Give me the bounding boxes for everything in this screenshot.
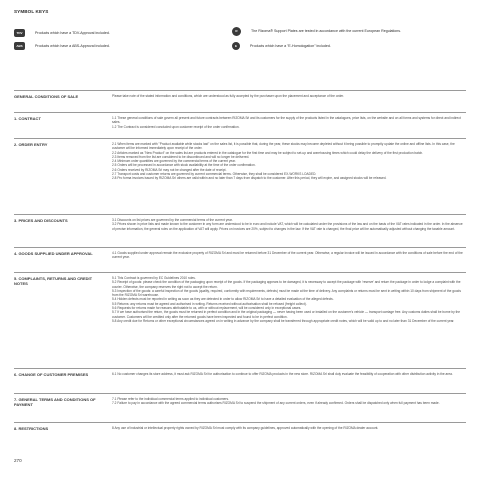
section-paragraph: 5.4 Hidden defects must be reported in writing as soon as they are detected in order to allow RIZOMA Srl to have a detailed evaluation of the alleged defects. bbox=[112, 297, 334, 302]
abs-badge-icon: ABS bbox=[14, 42, 25, 50]
section-restrictions bbox=[14, 422, 466, 431]
tdv-badge-icon: TDV bbox=[14, 29, 25, 37]
section-paragraph: 3.1 Discounts on list prices are governed by the commercial terms of the current year. bbox=[112, 218, 233, 222]
section-paragraph: 5.1 This Contract is governed by EC Guidelines 2010 rules. bbox=[112, 276, 196, 280]
section-paragraph: 6.1 No customer changes its store address, it must ask RIZOMA Srl for authorisation to continue to offer RIZOMA products in the new store. RIZOMA Srl shall duly evaluate the feasibility of cooperation with other distribution activity in the area. bbox=[112, 372, 453, 376]
section-paragraph: 1.1 These general conditions of sale govern all present and future contracts between RIZOMA Srl and its customers for the supply of the products listed in the catalogues, price lists, on the website and on all forms and systems for direct and indirect sales. bbox=[112, 116, 461, 125]
section-complaints-returns bbox=[14, 272, 466, 323]
section-contract bbox=[14, 112, 466, 129]
section-paragraph: 3.2 Prices shown in price lists and made known to the customer in any form are understood to be in euro and include VAT, which will be calculated under the provisions of the law and on the basis of the VAT rates indicated in the order. In the absence of precise information, the general rules on the application of VAT will apply. Prices on invoices are 20%, subject to changes in the law. If the VAT rate is changed, the final price will be automatically adjusted without changing the taxable amount. bbox=[112, 222, 463, 231]
section-paragraph: 2.3 Items removed from the list are considered to be discontinued and will no longer be delivered. bbox=[112, 154, 250, 159]
page-title: SYMBOL KEYS bbox=[14, 9, 49, 14]
section-paragraph: 7.1 Please refer to the individual commercial terms applied to individual customers. bbox=[112, 397, 229, 401]
section-heading: 6. CHANGE OF CUSTOMER PREMISES bbox=[14, 372, 89, 377]
section-paragraph: 7.2 Failure to pay in accordance with the agreed commercial terms authorises RIZOMA Srl to suspend the shipment of any current orders, even if already confirmed. Orders shall be dispatched only when full payment has been made. bbox=[112, 401, 440, 406]
section-paragraph: 5.5 Returns: any returns must be agreed and authorised in writing. Returns received without authorisation shall be refused (freight collect). bbox=[112, 301, 307, 306]
section-paragraph: 5.3 Inspection of the goods: a careful inspection of the goods (quality, required, conformity with requirements, defects) must be made at the time of delivery. Any complaints or returns must be sent in writing within 10 days from shipment of the goods from the RIZOMA Srl warehouse. bbox=[112, 288, 461, 298]
section-body bbox=[112, 94, 466, 98]
section-heading: 8. RESTRICTIONS bbox=[14, 426, 49, 431]
section-order-entry bbox=[14, 138, 466, 181]
section-paragraph: 5.2 Receipt of goods: please check the condition of the packaging upon receipt of the goods. If the packaging appears to be damaged, it is necessary to accept the package with 'reserve' and return the package in order to lodge a complaint with the courier. Otherwise, the company reserves the right not to accept the return. bbox=[112, 280, 461, 289]
key-tdv bbox=[14, 29, 195, 37]
section-body bbox=[112, 397, 466, 406]
section-heading: GENERAL CONDITIONS OF SALE bbox=[14, 94, 79, 99]
section-paragraph: 2.1 When items are marked with "Product available while stocks last" on the sales list, it is possible that, during the year, these stocks may become depleted without it being possible to promptly update the online and offline lists. In this case, the customer will be informed immediately upon receipt of the order. bbox=[112, 142, 455, 151]
section-prices-discounts bbox=[14, 214, 466, 231]
section-heading: 4. GOODS SUPPLIED UNDER APPROVAL bbox=[14, 251, 93, 256]
section-general-conditions bbox=[14, 90, 466, 99]
page-number: 270 bbox=[14, 458, 22, 463]
ce-mark-icon: E bbox=[232, 42, 240, 50]
section-paragraph: 5.6 Requests for returns made for reasons attributable to us, with or without replacement, will be considered only in exceptional cases. bbox=[112, 306, 302, 311]
section-paragraph: 2.5 Orders will be processed in accordance with stock availability at the time of the order confirmation. bbox=[112, 163, 256, 168]
section-paragraph: 2.7 Transport costs and customer returns are governed by current commercial terms. Otherwise, they shall be considered EX-WORKS LOADED. bbox=[112, 172, 317, 177]
key-text: The Rizoma® Support Plates are tested in accordance with the current European Regulations. bbox=[251, 29, 402, 34]
section-paragraph: 5.8 Any credit due for Returns or other exceptional circumstances agreed on in writing in advance by the company shall be transferred through appropriate credit notes, which will be valid up to and no later than 31 December of the current year. bbox=[112, 318, 455, 323]
key-text: Products which have a TDV-Approval included. bbox=[35, 30, 110, 35]
section-paragraph: 5.7 If we have authorised the return, the goods must be returned in perfect condition and in the original packaging — never having been used or installed on the customer's vehicle — transport carriage free. Any customs duties shall be borne by the customer. Customers will be credited only after the returned goods have been inspected and found to be in perfect condition. bbox=[112, 310, 461, 319]
section-heading: 2. ORDER ENTRY bbox=[14, 142, 48, 147]
key-text: Products which have a ABS-Approval included. bbox=[35, 43, 110, 48]
section-body bbox=[112, 116, 466, 129]
section-body bbox=[112, 276, 466, 323]
section-goods-approval bbox=[14, 247, 466, 260]
section-body bbox=[112, 218, 466, 231]
section-body bbox=[112, 372, 466, 376]
section-paragraph: 2.6 Orders received by RIZOMA Srl may not be changed after the date of receipt. bbox=[112, 167, 227, 172]
section-paragraph: 2.4 Minimum order quantities are governed by the commercial terms of the current year. bbox=[112, 159, 236, 164]
section-paragraph: 2.8 Pro forma invoices issued by RIZOMA Srl others are valid within and no later than 7 days from dispatch to the customer. After this period, they will expire, and assigned stocks will be released. bbox=[112, 176, 387, 181]
symbol-keys bbox=[14, 27, 466, 77]
section-heading: 5. COMPLAINTS, RETURNS AND CREDIT NOTES bbox=[14, 276, 93, 286]
section-paragraph: 1.2 The Contract is considered concluded upon customer receipt of the order confirmation. bbox=[112, 124, 240, 129]
section-paragraph: 2.2 Articles marked as "New Product" on the sales list are products entered in the catalogue for the first time and may be subject to set-up and warehousing times which could delay the delivery of the first production batch. bbox=[112, 150, 424, 155]
key-rizoma-support bbox=[232, 27, 441, 36]
section-heading: 1. CONTRACT bbox=[14, 116, 41, 121]
key-abs bbox=[14, 42, 195, 50]
section-paragraph: Please take note of the stated information and conditions, which are understood as fully accepted by the purchaser upon the placement and acceptance of the order. bbox=[112, 94, 344, 98]
section-body bbox=[112, 251, 466, 260]
section-paragraph: 4.1 Goods supplied under approval remain the exclusive property of RIZOMA Srl and must be returned before 31 December of the current year. Otherwise, a regular invoice will be issued in accordance with the conditions of sale before the end of the current year. bbox=[112, 251, 463, 260]
section-change-premises bbox=[14, 368, 466, 377]
section-body bbox=[112, 142, 466, 181]
key-e-homologation bbox=[232, 42, 440, 50]
rizoma-support-icon: R bbox=[232, 27, 241, 36]
section-payment-terms bbox=[14, 393, 466, 407]
section-heading: 7. GENERAL TERMS AND CONDITIONS OF PAYMENT bbox=[14, 397, 96, 407]
key-text: Products which have a "E-Homologation" included. bbox=[250, 43, 331, 48]
section-paragraph: 8 Any use of industrial or intellectual property rights owned by RIZOMA Srl must comply with its company guidelines, approved automatically with the opening of the RIZOMA dealer account. bbox=[112, 426, 379, 430]
section-heading: 3. PRICES AND DISCOUNTS bbox=[14, 218, 68, 223]
section-body bbox=[112, 426, 466, 430]
